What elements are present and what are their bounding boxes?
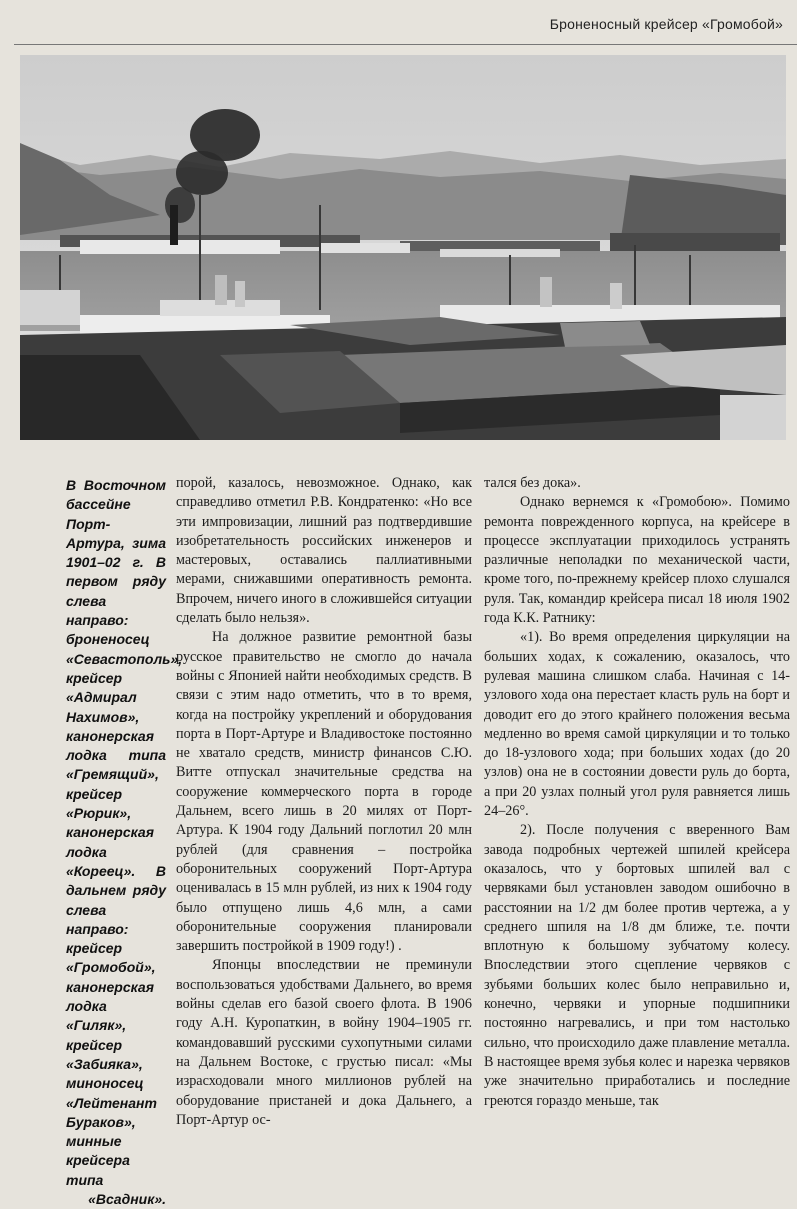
historic-harbor-photo-icon	[20, 55, 786, 440]
paragraph: 2). После получения с вверенного Вам завода подробных чертежей шпилей крейсера оказалось, что у бортовых шпилей вал с червяками был установлен заводом ошибочно в расстоянии на 1/2 дм более против чертежа, а у среднего шпиля на 1/8 дм ближе, т.е. почти вплотную к большому зубчатому колесу. Впоследствии этого сцепление червяков с зубьями больших колес было неправильно и, конечно, червяки и упорные подшипники постоянно нагревались, и при том настолько сильно, что происходило даже плавление металла. В настоящее время зубья колес и нарезка червяков уже значительно приработались и последние греются гораздо меньше, так	[484, 822, 790, 1109]
bleed-through-text	[176, 446, 476, 466]
running-title: Броненосный крейсер «Громобой»	[549, 16, 783, 32]
photo-caption: В Восточном бассейне Порт-Артура, зима 1901–02 г. В первом ряду слева направо: броненосец «Севастополь», крейсер «Адмирал Нахимов», канонерская лодка типа «Гремящий», крейсер «Рюрик», канонерская лодка «Кореец». В дальнем ряду слева направо: крейсер «Громобой», канонерская лодка «Гиляк», крейсер «Забияка», миноносец «Лейтенант Бураков», минные крейсера типа «Всадник».	[66, 477, 183, 1207]
header-rule	[14, 44, 797, 45]
text-column-right	[484, 474, 790, 1111]
paragraph: Японцы впоследствии не преминули воспользоваться удобствами Дальнего, во время войны сделав его базой своего флота. В 1906 году А.Н. Куропаткин, в войну 1904–1905 гг. командовавший русскими сухопутными силами на Дальнем Востоке, с грустью писал: «Мы израсходовали много миллионов рублей на оборудование пристаней и дока Дальнего, а Порт-Артур ос-	[176, 957, 472, 1128]
paragraph: порой, казалось, невозможное. Однако, как справедливо отметил Р.В. Кондратенко: «Но все эти импровизации, лишний раз подтвердившие изобретательность российских инженеров и мастеровых, оставались паллиативными мерами, снижавшими оперативность ремонта. Впрочем, ничего иного в сложившейся ситуации сделать было нельзя».	[176, 475, 472, 627]
text-column-left	[176, 474, 472, 1130]
paragraph: Однако вернемся к «Громобою». Помимо ремонта поврежденного корпуса, на крейсере в процессе эксплуатации приходилось устранять различные неполадки по механической части, кроме того, по-прежнему крейсер плохо слушался руля. Так, командир крейсера писал 18 июля 1902 года К.К. Ратнику:	[484, 494, 790, 627]
paragraph: «1). Во время определения циркуляции на больших ходах, к сожалению, оказалось, что рулевая машина слишком слаба. Начиная с 14-узлового хода она перестает класть руль на борт и доводит его до этого крайнего положения весьма медленно во время самой циркуляции и то только до 18-узлового хода; при больших ходах (до 20 узлов) она не в состоянии довести руль до борта, а при 20 узлах полный угол руля равняется лишь 24–26°.	[484, 629, 790, 820]
paragraph: тался без дока».	[484, 475, 581, 491]
paragraph: На должное развитие ремонтной базы русское правительство не смогло до начала войны с Японией найти необходимых средств. В связи с этим надо отметить, что в то время, когда на постройку укреплений и оборудования порта в Порт-Артуре и Владивостоке постоянно не хватало средств, министр финансов С.Ю. Витте отпускал значительные средства на сооружение коммерческого порта в городе Дальнем, всего лишь в 20 милях от Порт-Артура. К 1904 году Дальний поглотил 20 млн рублей (для сравнения – постройка оборонительных сооружений Порт-Артура оценивалась в 15 млн рублей, из них к 1904 году было отпущено лишь 4,6 млн, а сами оборонительные сооружения планировали завершить постройкой в 1909 году!) .	[176, 629, 472, 955]
harbor-photo	[20, 55, 786, 440]
